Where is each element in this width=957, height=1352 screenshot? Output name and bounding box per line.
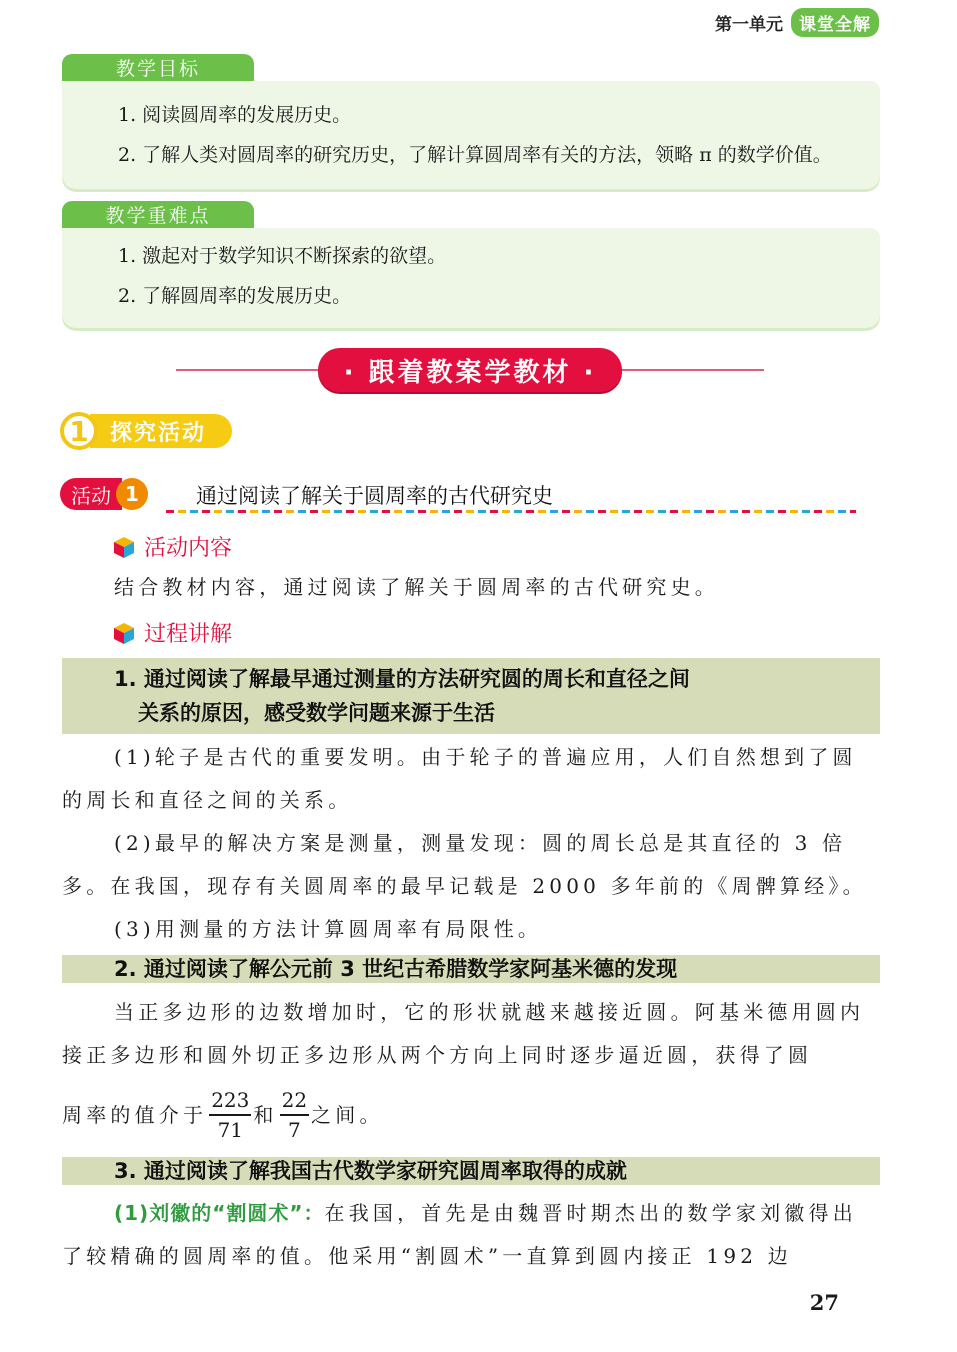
point3-lead: (1)刘徽的“割圆术”： (114, 1201, 325, 1225)
key-points-title: 教学重难点 (62, 201, 254, 228)
fraction-22-7 (280, 1086, 309, 1144)
activity-badge-number: 1 (116, 478, 148, 510)
banner-line-right (622, 369, 764, 371)
point3-para (62, 1192, 880, 1278)
section-title: 探究活动 (90, 414, 232, 448)
key-points-box (62, 201, 880, 328)
fraction-numerator: 22 (280, 1086, 309, 1116)
point2-para-tail (62, 1086, 880, 1144)
point2-title: 2. 通过阅读了解公元前 3 世纪古希腊数学家阿基米德的发现 (114, 957, 678, 981)
goal-item: 1. 阅读圆周率的发展历史。 (118, 104, 352, 126)
process-label: 过程讲解 (144, 622, 233, 647)
banner-line-left (176, 369, 318, 371)
point2-tail-pre: 周率的值介于 (62, 1103, 208, 1127)
point1-title-band (62, 658, 880, 734)
page-number: 27 (809, 1290, 839, 1315)
unit-label: 第一单元 (715, 15, 783, 35)
point3-title: 3. 通过阅读了解我国古代数学家研究圆周率取得的成就 (114, 1159, 627, 1183)
teaching-goals-box (62, 54, 880, 189)
cube-icon (112, 535, 136, 559)
activity-dashed-underline (166, 510, 856, 513)
point1-para1: (1)轮子是古代的重要发明。由于轮子的普遍应用，人们自然想到了圆的周长和直径之间的关系。 (62, 745, 857, 812)
point1-title-line1: 1. 通过阅读了解最早通过测量的方法研究圆的周长和直径之间 (114, 667, 690, 691)
fraction-denominator: 7 (287, 1118, 301, 1142)
series-badge: 课堂全解 (791, 8, 879, 37)
process-heading (112, 617, 232, 648)
goal-item: 2. 了解人类对圆周率的研究历史，了解计算圆周率有关的方法，领略 π 的数学价值。 (118, 144, 832, 166)
activity-title: 通过阅读了解关于圆周率的古代研究史 (196, 484, 553, 508)
point1-para2: (2)最早的解决方案是测量，测量发现：圆的周长总是其直径的 3 倍多。在我国，现存有关圆周率的最早记载是 2000 多年前的《周髀算经》。 (62, 831, 867, 898)
point1-para3: (3)用测量的方法计算圆周率有局限性。 (114, 917, 543, 941)
point2-para: 当正多边形的边数增加时，它的形状就越来越接近圆。阿基米德用圆内接正多边形和圆外切正多边形从两个方向上同时逐步逼近圆，获得了圆 (62, 1000, 865, 1067)
activity-content-text: 结合教材内容，通过阅读了解关于圆周率的古代研究史。 (114, 575, 719, 599)
point2-tail-and: 和 (253, 1103, 278, 1127)
activity-badge (60, 478, 148, 510)
point1-title-line2: 关系的原因，感受数学问题来源于生活 (138, 701, 495, 725)
key-point-item: 1. 激起对于数学知识不断探索的欲望。 (118, 245, 447, 267)
fraction-223-71 (209, 1086, 251, 1144)
fraction-numerator: 223 (209, 1086, 251, 1116)
cube-icon (112, 621, 136, 645)
activity-heading (60, 478, 856, 512)
lesson-banner (176, 348, 764, 392)
teaching-goals-title: 教学目标 (62, 54, 254, 81)
activity-content-label: 活动内容 (144, 536, 233, 561)
section-heading (60, 412, 232, 450)
banner-label: · 跟着教案学教材 · (318, 348, 622, 392)
activity-badge-text: 活动 (60, 478, 122, 510)
key-point-item: 2. 了解圆周率的发展历史。 (118, 285, 352, 307)
point2-title-band (62, 955, 880, 983)
key-points-list (62, 228, 880, 328)
activity-content-heading (112, 531, 232, 562)
teaching-goals-list (62, 81, 880, 189)
fraction-denominator: 71 (217, 1118, 244, 1142)
point3-text: 在我国，首先是由魏晋时期杰出的数学家刘徽得出了较精确的圆周率的值。他采用“割圆术”一直算到圆内接正 192 边 (62, 1201, 857, 1268)
section-number: 1 (60, 412, 98, 450)
page-header (715, 8, 879, 37)
point2-tail-post: 之间。 (311, 1103, 384, 1127)
point3-title-band (62, 1157, 880, 1185)
